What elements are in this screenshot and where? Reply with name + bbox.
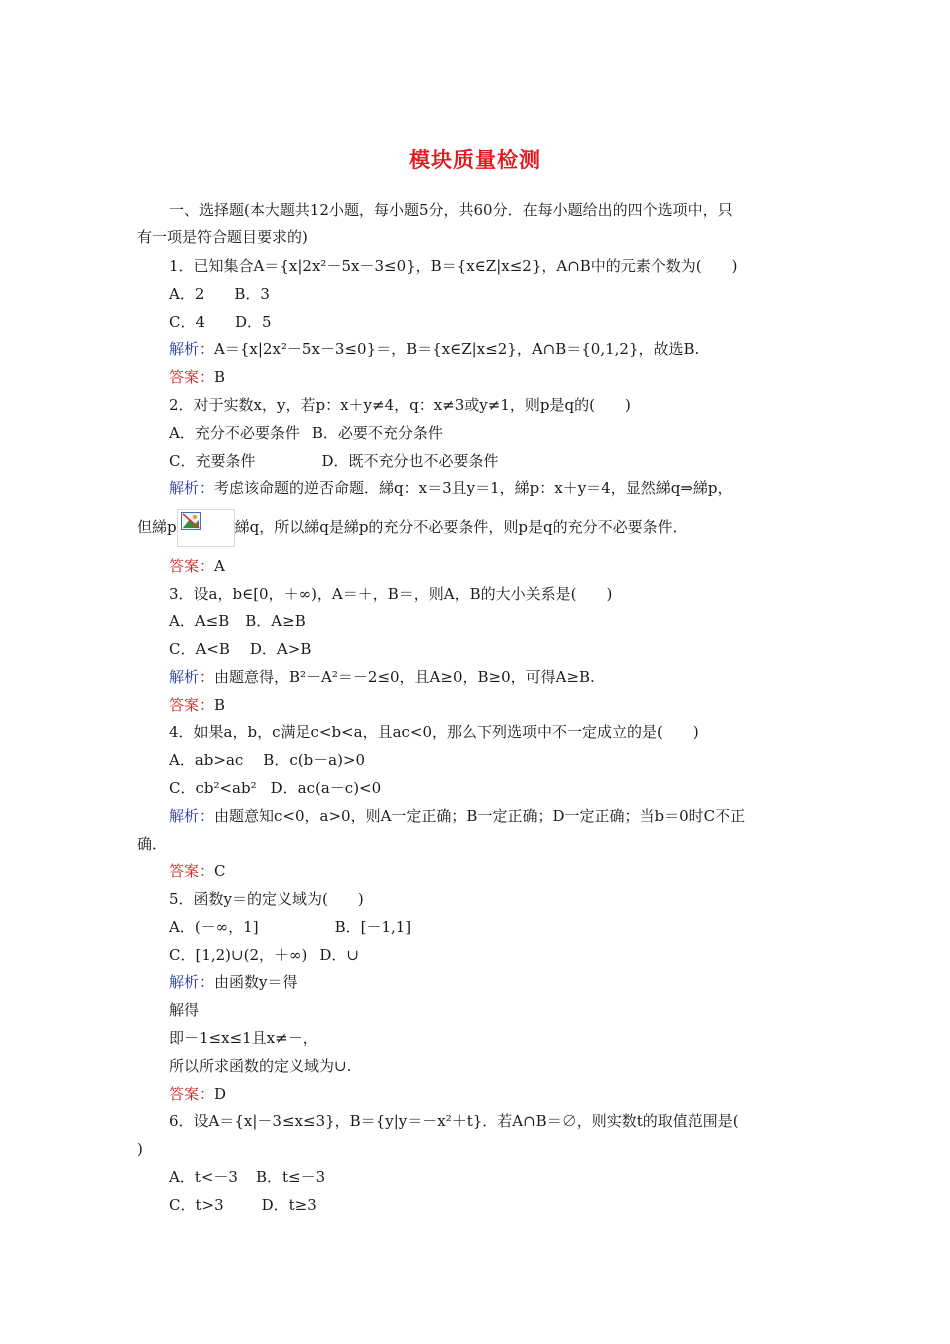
- q4-stem: 4．如果a，b，c满足c<b<a，且ac<0，那么下列选项中不一定成立的是( ): [169, 723, 699, 741]
- analysis-label: 解析：: [169, 340, 215, 358]
- q5-analysis: 解析：由函数y＝得: [169, 973, 298, 991]
- q5-option-a: A．(－∞，1]: [169, 918, 259, 936]
- q6-stem-line-2: ): [137, 1140, 143, 1158]
- q6-stem-line-1: 6．设A＝{x|－3≤x≤3}，B＝{y|y＝－x²＋t}．若A∩B＝∅，则实数t的取值范围是(: [169, 1112, 739, 1130]
- q3-option-c: C．A<B: [169, 640, 230, 658]
- q4-option-d: D．ac(a－c)<0: [270, 779, 382, 797]
- q5-options-cd: [169, 945, 359, 965]
- q1-option-a: A．2: [169, 285, 205, 303]
- q2-option-a: A．充分不必要条件: [169, 424, 300, 442]
- q4-analysis-line-1: 解析：由题意知c<0，a>0，则A一定正确；B一定正确；D一定正确；当b＝0时C不正: [169, 807, 746, 825]
- q1-option-c: C．4: [169, 313, 206, 331]
- q3-options-cd: [169, 639, 311, 659]
- q5-option-d: D．∪: [319, 946, 359, 964]
- q4-options-ab: [169, 750, 365, 770]
- q3-options-ab: [169, 611, 306, 631]
- q1-options-cd: [169, 312, 272, 332]
- answer-label: 答案：: [169, 368, 215, 386]
- q1-stem: 1．已知集合A＝{x|2x²－5x－3≤0}，B＝{x∈Z|x≤2}，A∩B中的元素个数为( ): [169, 257, 738, 275]
- q4-option-a: A．ab>ac: [169, 751, 244, 769]
- q6-options-cd: [169, 1195, 317, 1215]
- answer-label: 答案：: [169, 696, 215, 714]
- q2-options-ab: [169, 423, 443, 443]
- q2-answer: 答案：A: [169, 557, 225, 575]
- q1-option-b: B．3: [234, 285, 270, 303]
- answer-label: 答案：: [169, 557, 215, 575]
- analysis-label: 解析：: [169, 668, 215, 686]
- q1-answer: 答案：B: [169, 368, 226, 386]
- q3-option-b: B．A≥B: [245, 612, 306, 630]
- q6-option-a: A．t<－3: [169, 1168, 238, 1186]
- intro-line-1: 一、选择题(本大题共12小题，每小题5分，共60分．在每小题给出的四个选项中，只: [169, 201, 733, 219]
- q6-options-ab: [169, 1167, 325, 1187]
- q4-options-cd: [169, 778, 381, 798]
- q4-option-c: C．cb²<ab²: [169, 779, 257, 797]
- q3-option-a: A．A≤B: [169, 612, 230, 630]
- q2-analysis-line-1: 解析：考虑该命题的逆否命题．綈q：x＝3且y＝1，綈p：x＋y＝4，显然綈q⇒綈p，: [169, 479, 733, 497]
- answer-label: 答案：: [169, 1085, 215, 1103]
- q5-option-c: C．[1,2)∪(2，＋∞): [169, 946, 308, 964]
- q6-option-b: B．t≤－3: [255, 1168, 326, 1186]
- q6-option-c: C．t>3: [169, 1196, 224, 1214]
- page-title: 模块质量检测: [409, 148, 541, 172]
- q3-stem: 3．设a，b∈[0，＋∞)，A＝＋，B＝，则A，B的大小关系是( ): [169, 585, 613, 603]
- image-placeholder-icon: [177, 509, 235, 547]
- analysis-label: 解析：: [169, 973, 215, 991]
- analysis-label: 解析：: [169, 479, 215, 497]
- analysis-label: 解析：: [169, 807, 215, 825]
- q2-stem: 2．对于实数x，y，若p：x＋y≠4，q：x≠3或y≠1，则p是q的( ): [169, 396, 631, 414]
- q3-option-d: D．A>B: [249, 640, 312, 658]
- q5-answer: 答案：D: [169, 1085, 227, 1103]
- q3-analysis: 解析：由题意得，B²－A²＝－2≤0，且A≥0，B≥0，可得A≥B.: [169, 668, 595, 686]
- q4-option-b: B．c(b－a)>0: [263, 751, 366, 769]
- answer-label: 答案：: [169, 862, 215, 880]
- q2-options-cd: [169, 451, 499, 471]
- q2-option-b: B．必要不充分条件: [311, 424, 443, 442]
- q2-option-d: D．既不充分也不必要条件: [321, 452, 499, 470]
- q4-analysis-line-2: 确．: [137, 835, 168, 853]
- intro-line-2: 有一项是符合题目要求的): [137, 228, 308, 246]
- q1-options-ab: [169, 284, 270, 304]
- q5-options-ab: [169, 917, 411, 937]
- q5-step-3: 所以所求函数的定义域为∪.: [169, 1057, 352, 1075]
- q5-option-b: B．[－1,1]: [334, 918, 412, 936]
- q3-answer: 答案：B: [169, 696, 226, 714]
- q2-option-c: C．充要条件: [169, 452, 256, 470]
- q6-option-d: D．t≥3: [261, 1196, 317, 1214]
- q2-analysis-line-2: 但綈p 綈q，所以綈q是綈p的充分不必要条件，则p是q的充分不必要条件．: [137, 508, 688, 547]
- q4-answer: 答案：C: [169, 862, 226, 880]
- q5-stem: 5．函数y＝的定义域为( ): [169, 890, 364, 908]
- q5-step-1: 解得: [169, 1001, 200, 1019]
- q1-analysis: 解析：A＝{x|2x²－5x－3≤0}＝，B＝{x∈Z|x≤2}，A∩B＝{0,1,2}，故选B.: [169, 340, 700, 358]
- q5-step-2: 即－1≤x≤1且x≠－，: [169, 1029, 318, 1047]
- q1-option-d: D．5: [235, 313, 272, 331]
